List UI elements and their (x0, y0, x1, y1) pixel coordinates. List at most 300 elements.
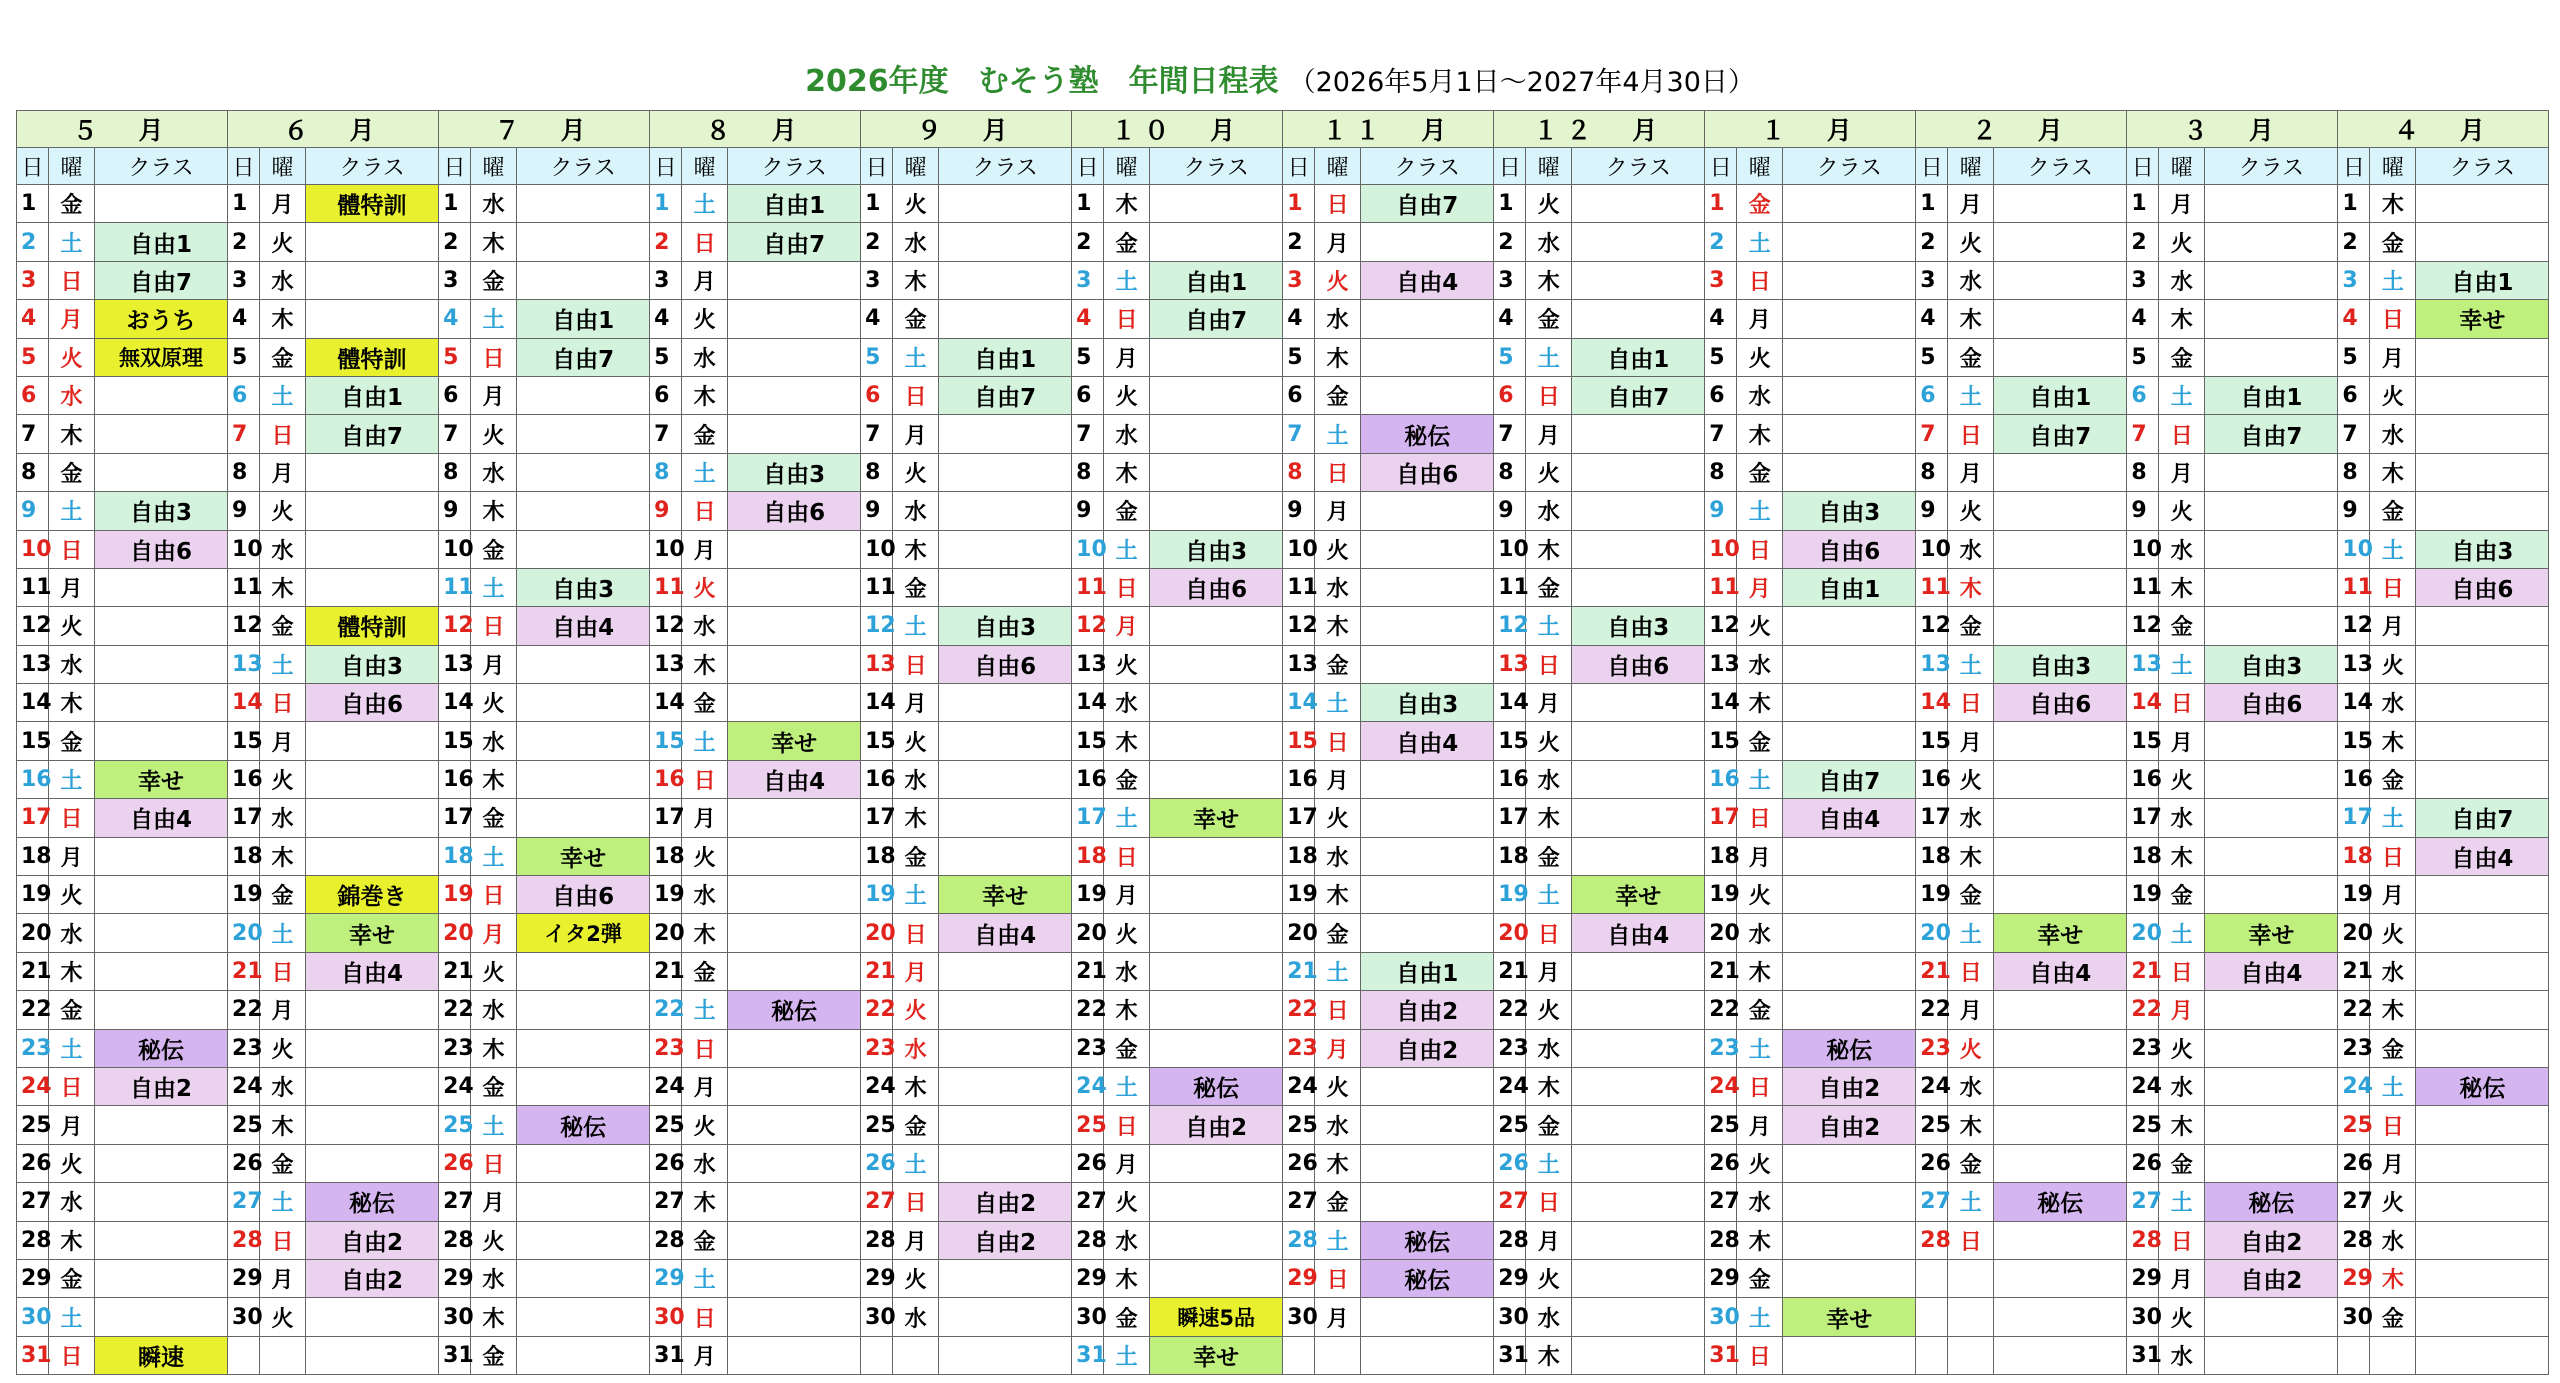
weekday: 月 (49, 300, 95, 338)
weekday: 月 (260, 1259, 306, 1297)
weekday: 金 (682, 1221, 728, 1259)
weekday: 日 (1315, 185, 1361, 223)
day-row (17, 1259, 2549, 1297)
class-cell (728, 1106, 861, 1144)
day-number: 15 (1916, 722, 1948, 760)
month-header: ６ 月 (228, 111, 439, 148)
class-cell: 秘伝 (728, 991, 861, 1029)
class-header: クラス (939, 148, 1072, 185)
class-header: クラス (1994, 148, 2127, 185)
day-number: 2 (1705, 223, 1737, 261)
day-number: 13 (439, 645, 471, 683)
class-cell: おうち (95, 300, 228, 338)
weekday: 水 (260, 799, 306, 837)
weekday: 日 (1526, 1183, 1572, 1221)
weekday: 土 (682, 991, 728, 1029)
day-number: 21 (228, 952, 260, 990)
weekday: 金 (49, 991, 95, 1029)
day-number: 26 (2127, 1144, 2159, 1182)
weekday: 金 (1737, 1259, 1783, 1297)
day-header: 日 (1494, 148, 1526, 185)
class-cell (1361, 376, 1494, 414)
class-cell: 自由1 (1361, 952, 1494, 990)
day-number: 30 (1705, 1298, 1737, 1336)
weekday: 土 (260, 645, 306, 683)
class-cell (939, 1259, 1072, 1297)
day-number: 26 (2338, 1144, 2370, 1182)
weekday: 火 (1526, 991, 1572, 1029)
weekday-header: 曜 (49, 148, 95, 185)
month-header: １０ 月 (1072, 111, 1283, 148)
class-cell (1150, 185, 1283, 223)
class-cell (2416, 760, 2549, 798)
weekday: 金 (893, 568, 939, 606)
weekday: 土 (893, 876, 939, 914)
weekday: 火 (260, 492, 306, 530)
class-cell (1994, 1221, 2127, 1259)
class-cell (1572, 991, 1705, 1029)
class-cell (1150, 991, 1283, 1029)
weekday: 木 (2159, 837, 2205, 875)
day-number: 4 (228, 300, 260, 338)
class-cell (728, 1221, 861, 1259)
day-number: 27 (439, 1183, 471, 1221)
class-cell: 幸せ (939, 876, 1072, 914)
weekday: 日 (1948, 415, 1994, 453)
day-row (17, 684, 2549, 722)
day-number: 1 (650, 185, 682, 223)
class-cell (1361, 1067, 1494, 1105)
day-number: 23 (1072, 1029, 1104, 1067)
class-cell (1783, 607, 1916, 645)
day-number: 7 (2127, 415, 2159, 453)
class-cell (95, 837, 228, 875)
class-cell (1783, 261, 1916, 299)
class-cell: 自由2 (2205, 1259, 2338, 1297)
day-header: 日 (1916, 148, 1948, 185)
weekday: 日 (1737, 799, 1783, 837)
day-number: 23 (228, 1029, 260, 1067)
class-cell (1994, 1298, 2127, 1336)
day-number: 8 (1283, 453, 1315, 491)
weekday: 土 (2159, 1183, 2205, 1221)
weekday: 木 (2370, 991, 2416, 1029)
class-cell (1994, 492, 2127, 530)
class-cell: 幸せ (1994, 914, 2127, 952)
day-number: 19 (1916, 876, 1948, 914)
class-cell (1783, 952, 1916, 990)
class-cell (2416, 1298, 2549, 1336)
class-cell (2205, 760, 2338, 798)
day-number: 13 (17, 645, 49, 683)
class-cell (517, 1298, 650, 1336)
day-number: 3 (2338, 261, 2370, 299)
weekday: 水 (893, 1298, 939, 1336)
day-number: 16 (2127, 760, 2159, 798)
day-number: 28 (1494, 1221, 1526, 1259)
weekday: 水 (471, 991, 517, 1029)
day-number: 17 (861, 799, 893, 837)
class-cell (517, 530, 650, 568)
day-number: 11 (1705, 568, 1737, 606)
weekday: 水 (1737, 376, 1783, 414)
day-number: 22 (439, 991, 471, 1029)
weekday: 木 (471, 760, 517, 798)
class-cell (1150, 338, 1283, 376)
weekday: 土 (1315, 684, 1361, 722)
class-cell: 自由4 (2416, 837, 2549, 875)
class-cell: 自由2 (1150, 1106, 1283, 1144)
weekday: 水 (49, 1183, 95, 1221)
class-cell (1150, 684, 1283, 722)
class-cell (2205, 1067, 2338, 1105)
day-number: 8 (1494, 453, 1526, 491)
class-cell (2205, 223, 2338, 261)
day-row (17, 1067, 2549, 1105)
day-number: 12 (2127, 607, 2159, 645)
class-cell (1572, 185, 1705, 223)
weekday: 木 (2159, 300, 2205, 338)
day-number: 8 (1916, 453, 1948, 491)
class-cell: 自由3 (1994, 645, 2127, 683)
weekday: 木 (1948, 1106, 1994, 1144)
day-row (17, 530, 2549, 568)
weekday: 土 (49, 1029, 95, 1067)
day-number: 5 (2127, 338, 2159, 376)
day-number: 14 (1705, 684, 1737, 722)
day-number: 13 (1916, 645, 1948, 683)
weekday-header: 曜 (893, 148, 939, 185)
day-number: 29 (2338, 1259, 2370, 1297)
day-number: 26 (1283, 1144, 1315, 1182)
day-number: 14 (439, 684, 471, 722)
weekday: 金 (1104, 1298, 1150, 1336)
weekday: 木 (1737, 952, 1783, 990)
class-cell (306, 223, 439, 261)
class-cell: 秘伝 (1361, 1221, 1494, 1259)
weekday: 月 (1948, 722, 1994, 760)
day-number: 18 (1072, 837, 1104, 875)
class-cell (517, 952, 650, 990)
day-number: 29 (1494, 1259, 1526, 1297)
day-number: 28 (2338, 1221, 2370, 1259)
weekday: 土 (260, 1183, 306, 1221)
weekday: 金 (1104, 492, 1150, 530)
day-row (17, 1106, 2549, 1144)
weekday: 日 (893, 645, 939, 683)
class-cell (306, 837, 439, 875)
day-number: 1 (228, 185, 260, 223)
weekday: 月 (2159, 453, 2205, 491)
day-number: 1 (1283, 185, 1315, 223)
class-cell: 自由7 (1361, 185, 1494, 223)
day-number: 19 (17, 876, 49, 914)
weekday: 金 (49, 722, 95, 760)
class-cell (517, 1067, 650, 1105)
weekday: 水 (1315, 300, 1361, 338)
weekday: 日 (1315, 722, 1361, 760)
class-cell: 自由2 (1783, 1067, 1916, 1105)
weekday: 月 (1948, 991, 1994, 1029)
day-number: 16 (1705, 760, 1737, 798)
day-number: 22 (2338, 991, 2370, 1029)
weekday: 木 (893, 261, 939, 299)
class-cell (95, 645, 228, 683)
class-cell (1361, 876, 1494, 914)
class-cell: 自由1 (728, 185, 861, 223)
class-cell: 自由2 (2205, 1221, 2338, 1259)
weekday: 火 (682, 568, 728, 606)
weekday: 火 (1737, 607, 1783, 645)
class-cell (1572, 1067, 1705, 1105)
class-cell (2205, 837, 2338, 875)
day-number: 2 (1283, 223, 1315, 261)
day-number: 19 (650, 876, 682, 914)
class-cell (2416, 1144, 2549, 1182)
day-number: 23 (861, 1029, 893, 1067)
day-number: 16 (1072, 760, 1104, 798)
day-number: 30 (228, 1298, 260, 1336)
day-number: 4 (1705, 300, 1737, 338)
day-number: 6 (861, 376, 893, 414)
weekday: 日 (260, 415, 306, 453)
weekday: 水 (2159, 261, 2205, 299)
class-cell (95, 185, 228, 223)
class-cell (1783, 415, 1916, 453)
class-cell (1994, 530, 2127, 568)
day-number: 18 (228, 837, 260, 875)
day-number: 11 (1283, 568, 1315, 606)
day-number (228, 1336, 260, 1374)
class-cell (1572, 300, 1705, 338)
day-number: 29 (439, 1259, 471, 1297)
weekday: 火 (471, 1221, 517, 1259)
class-cell (2205, 530, 2338, 568)
weekday: 木 (1526, 530, 1572, 568)
weekday: 火 (893, 1259, 939, 1297)
class-cell (1572, 530, 1705, 568)
day-row (17, 338, 2549, 376)
weekday: 日 (1948, 1221, 1994, 1259)
class-cell: 自由1 (1783, 568, 1916, 606)
class-cell (517, 376, 650, 414)
weekday: 火 (1104, 645, 1150, 683)
class-cell (1150, 876, 1283, 914)
weekday: 金 (1104, 223, 1150, 261)
weekday: 金 (1948, 1144, 1994, 1182)
month-header: ３ 月 (2127, 111, 2338, 148)
day-row (17, 799, 2549, 837)
day-number: 9 (2338, 492, 2370, 530)
day-number: 15 (2338, 722, 2370, 760)
day-number: 8 (17, 453, 49, 491)
day-number: 10 (1916, 530, 1948, 568)
class-cell (1361, 1183, 1494, 1221)
weekday: 土 (1526, 876, 1572, 914)
weekday: 土 (1948, 645, 1994, 683)
day-number: 14 (2338, 684, 2370, 722)
class-cell (2416, 415, 2549, 453)
weekday: 火 (2159, 492, 2205, 530)
day-number: 6 (1916, 376, 1948, 414)
class-cell (1150, 453, 1283, 491)
day-number: 28 (439, 1221, 471, 1259)
day-number: 21 (1705, 952, 1737, 990)
day-number: 8 (1705, 453, 1737, 491)
class-cell (2205, 300, 2338, 338)
day-number: 21 (439, 952, 471, 990)
weekday: 金 (1948, 338, 1994, 376)
weekday: 日 (49, 1067, 95, 1105)
day-number: 17 (17, 799, 49, 837)
class-cell: 自由6 (95, 530, 228, 568)
day-number: 27 (2338, 1183, 2370, 1221)
class-cell (1572, 1298, 1705, 1336)
weekday: 月 (1104, 1144, 1150, 1182)
weekday: 土 (1526, 1144, 1572, 1182)
class-cell: 幸せ (2205, 914, 2338, 952)
day-number: 3 (439, 261, 471, 299)
weekday: 土 (682, 722, 728, 760)
day-number: 24 (1705, 1067, 1737, 1105)
weekday: 水 (682, 338, 728, 376)
day-number: 15 (228, 722, 260, 760)
day-number: 1 (1072, 185, 1104, 223)
day-number: 31 (2127, 1336, 2159, 1374)
day-number: 3 (1494, 261, 1526, 299)
class-cell: 自由6 (2416, 568, 2549, 606)
day-number: 5 (228, 338, 260, 376)
day-row (17, 914, 2549, 952)
day-number: 4 (861, 300, 893, 338)
day-number: 7 (1916, 415, 1948, 453)
day-number: 23 (1705, 1029, 1737, 1067)
class-cell (1994, 991, 2127, 1029)
weekday (1948, 1259, 1994, 1297)
class-cell (1572, 1144, 1705, 1182)
day-number: 7 (861, 415, 893, 453)
day-number: 4 (1072, 300, 1104, 338)
day-row (17, 261, 2549, 299)
day-number: 12 (17, 607, 49, 645)
weekday: 土 (1315, 415, 1361, 453)
weekday: 土 (1737, 223, 1783, 261)
weekday: 火 (49, 876, 95, 914)
class-cell (1783, 1259, 1916, 1297)
class-cell (2416, 338, 2549, 376)
day-number: 11 (650, 568, 682, 606)
day-number: 28 (1916, 1221, 1948, 1259)
weekday: 水 (2370, 415, 2416, 453)
weekday: 月 (1315, 1029, 1361, 1067)
weekday: 金 (2159, 607, 2205, 645)
class-cell: 自由3 (1783, 492, 1916, 530)
weekday: 水 (893, 492, 939, 530)
day-number: 24 (1494, 1067, 1526, 1105)
day-number: 18 (1494, 837, 1526, 875)
weekday: 日 (471, 338, 517, 376)
day-number: 21 (1494, 952, 1526, 990)
day-number: 25 (2127, 1106, 2159, 1144)
weekday: 土 (471, 568, 517, 606)
weekday: 月 (260, 185, 306, 223)
day-number: 18 (17, 837, 49, 875)
class-cell (2416, 1259, 2549, 1297)
class-cell (95, 453, 228, 491)
day-number: 24 (2127, 1067, 2159, 1105)
day-number: 26 (439, 1144, 471, 1182)
day-number: 2 (2127, 223, 2159, 261)
day-row (17, 185, 2549, 223)
class-cell (1783, 914, 1916, 952)
weekday: 金 (471, 530, 517, 568)
day-number (1916, 1298, 1948, 1336)
day-number: 17 (1494, 799, 1526, 837)
weekday: 土 (2159, 376, 2205, 414)
weekday: 木 (1104, 722, 1150, 760)
weekday: 水 (1104, 1221, 1150, 1259)
weekday: 日 (1315, 1259, 1361, 1297)
class-cell (517, 415, 650, 453)
weekday: 月 (893, 415, 939, 453)
day-number: 26 (1494, 1144, 1526, 1182)
weekday: 火 (2159, 1298, 2205, 1336)
weekday: 火 (260, 223, 306, 261)
weekday: 木 (893, 1067, 939, 1105)
class-header: クラス (1361, 148, 1494, 185)
weekday: 金 (682, 415, 728, 453)
weekday: 土 (1315, 952, 1361, 990)
day-number: 21 (861, 952, 893, 990)
class-cell (95, 1221, 228, 1259)
day-number: 26 (861, 1144, 893, 1182)
class-cell (1361, 300, 1494, 338)
weekday: 土 (260, 914, 306, 952)
class-cell (939, 1336, 1072, 1374)
day-number: 7 (1072, 415, 1104, 453)
day-number: 20 (650, 914, 682, 952)
day-number: 21 (17, 952, 49, 990)
day-number: 11 (861, 568, 893, 606)
day-number: 17 (1705, 799, 1737, 837)
class-cell: 自由4 (517, 607, 650, 645)
day-number: 21 (1283, 952, 1315, 990)
weekday: 月 (49, 568, 95, 606)
weekday: 日 (682, 760, 728, 798)
day-number: 11 (17, 568, 49, 606)
day-number: 7 (439, 415, 471, 453)
class-cell (728, 607, 861, 645)
weekday: 水 (1948, 530, 1994, 568)
day-number: 20 (17, 914, 49, 952)
class-cell (2416, 1029, 2549, 1067)
class-cell: 秘伝 (517, 1106, 650, 1144)
weekday: 木 (1315, 1144, 1361, 1182)
class-cell (1783, 837, 1916, 875)
weekday: 火 (2370, 1183, 2416, 1221)
month-header: １１ 月 (1283, 111, 1494, 148)
weekday: 土 (1737, 1029, 1783, 1067)
class-cell: 幸せ (1150, 1336, 1283, 1374)
weekday: 水 (1737, 1183, 1783, 1221)
class-cell: 自由1 (306, 376, 439, 414)
weekday: 日 (1526, 376, 1572, 414)
day-number: 20 (1072, 914, 1104, 952)
weekday: 水 (1104, 684, 1150, 722)
class-cell (95, 684, 228, 722)
class-cell (306, 799, 439, 837)
day-number: 6 (1072, 376, 1104, 414)
